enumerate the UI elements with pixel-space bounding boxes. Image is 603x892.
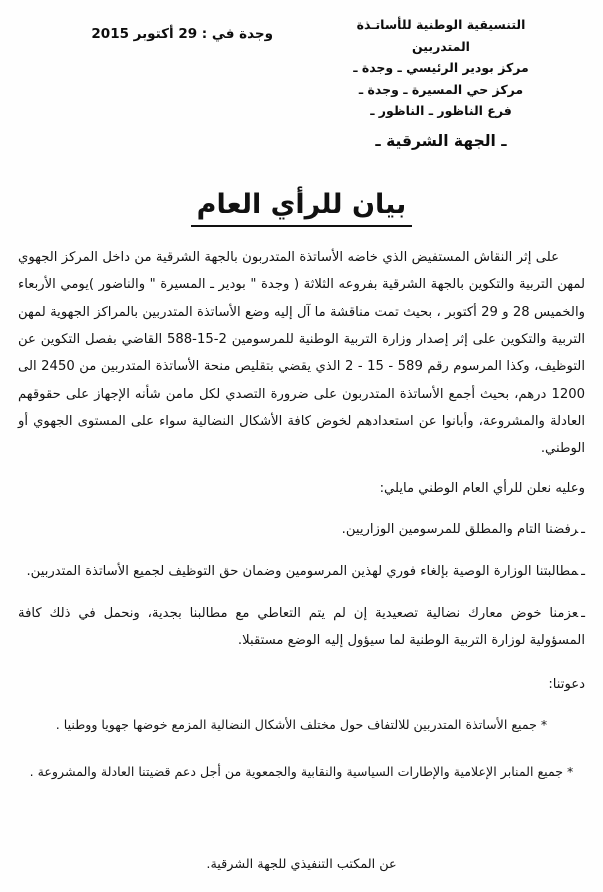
declaration-lead: وعليه نعلن للرأي العام الوطني مايلي: <box>379 480 585 496</box>
organization-name-line-1: التنسيقية الوطنية للأساتـذة <box>356 17 526 32</box>
list-item-text: جميع المنابر الإعلامية والإطارات السياسية والنقابية والجمعوية من أجل دعم قضيتنا العادلة والمشروعة . <box>29 763 564 779</box>
list-item-text: مطالبتنا الوزارة الوصية بإلغاء فوري لهذين المرسومين وضمان حق التوظيف لجميع الأساتذة المتدربين. <box>26 564 579 580</box>
center-masira-line: مركز حي المسيرة ـ وجدة ـ <box>358 81 524 97</box>
region-label: ـ الجهة الشرقية ـ <box>375 131 507 150</box>
page-title <box>0 188 603 227</box>
list-item <box>18 600 585 654</box>
organization-name-line-2: المتدربين <box>412 38 470 54</box>
document-header <box>0 14 603 194</box>
place-and-date: وجدة في : 29 أكتوبر 2015 <box>91 26 273 42</box>
asterisk-marker-icon: * <box>540 717 548 733</box>
list-item-text: عزمنا خوض معارك نضالية تصعيدية إن لم يتم التعاطي مع مطالبنا بجدية، ونحمل في ذلك كافة المسؤولية لوزارة التربية الوطنية لما سيؤول إليه الوضع مستقبلا. <box>18 606 585 649</box>
document-footer <box>0 854 603 876</box>
list-item-text: رفضنا التام والمطلق للمرسومين الوزاريين. <box>341 522 579 538</box>
declaration-points-list <box>18 516 585 654</box>
list-item <box>18 558 585 585</box>
organization-block <box>291 14 591 154</box>
dash-marker-icon: ـ <box>581 522 585 538</box>
list-item <box>18 713 585 738</box>
call-heading: دعوتنا: <box>548 677 585 693</box>
signature-line: عن المكتب التنفيذي للجهة الشرقية. <box>206 857 397 873</box>
document-body <box>18 244 585 806</box>
dash-marker-icon: ـ <box>581 606 585 622</box>
body-paragraph-1: على إثر النقاش المستفيض الذي خاضه الأساتذة المتدربون بالجهة الشرقية من داخل المركز الجهوي لمهن التربية والتكوين بالجهة الشرقية بفروعه الثلاثة ( وجدة " بودير ـ المسيرة " والناضور )يومي الأربعاء والخميس 28 و 29 أكتوبر ، بحيث تمت مناقشة ما آل إليه وضع الأساتذة المتدربين بالمراكز الجهوية لمهن التربية والتكوين على إثر إصدار وزارة التربية الوطنية للمرسومين 2-15-588 القاضي بفصل التكوين عن التوظيف، وكذا المرسوم رقم 589 - 15 - 2 الذي يقضي بتقليص منحة الأساتذة المتدربين من 2450 الى 1200 درهم، بحيث أجمع الأساتذة المتدربون على ضرورة التصدي لكل مامن شأنه الإجهاز على حقوقهم العادلة والمشروعة، وأبانوا عن استعدادهم لخوض كافة الأشكال النضالية سواء على المستوى الجهوي أو الوطني. <box>18 250 585 457</box>
list-item-text: جميع الأساتذة المتدربين للالتفاف حول مختلف الأشكال النضالية المزمع خوضها جهويا ووطنيا . <box>55 717 537 733</box>
page-title-text: بيان للرأي العام <box>191 188 413 227</box>
list-item <box>18 516 585 543</box>
dash-marker-icon: ـ <box>581 564 585 580</box>
asterisk-marker-icon: * <box>567 763 574 779</box>
branch-nador-line: فرع الناظور ـ الناظور ـ <box>370 103 512 118</box>
center-bouder-line: مركز بودير الرئيسي ـ وجدة ـ <box>353 60 529 75</box>
list-item <box>18 760 585 785</box>
call-list <box>18 713 585 784</box>
